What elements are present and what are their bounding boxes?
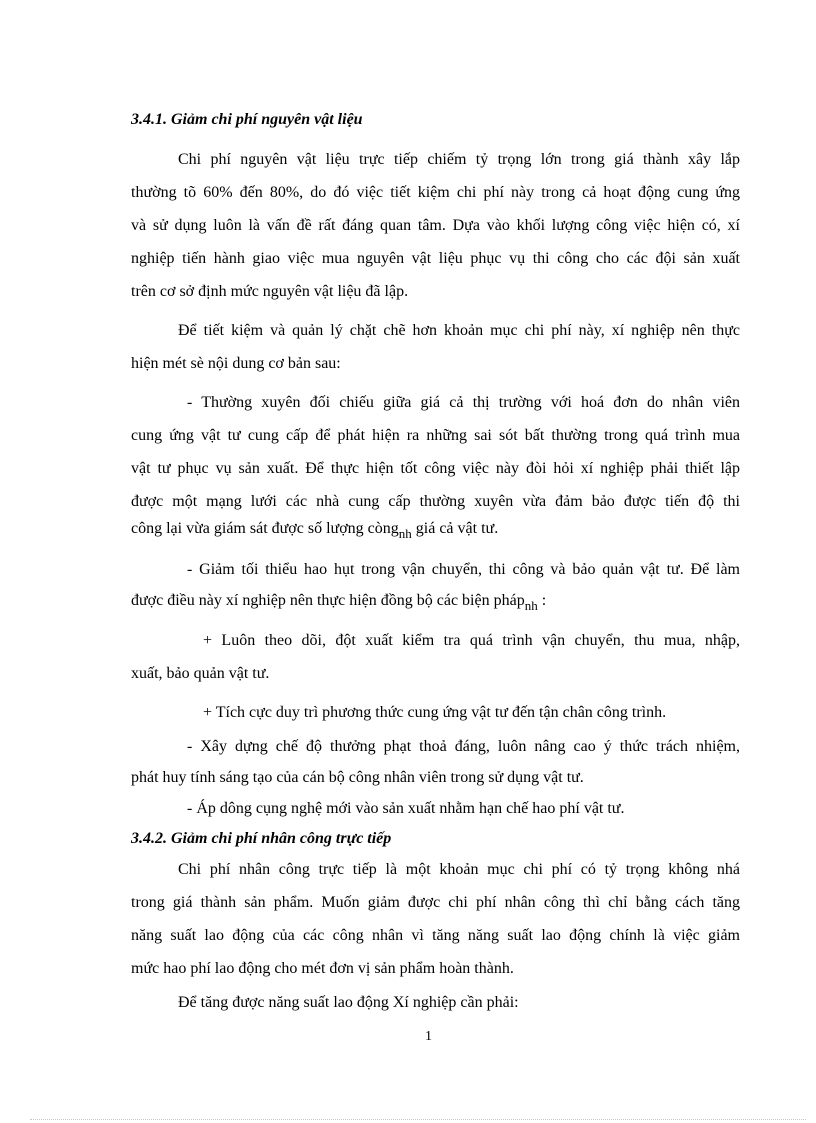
body-line: + Luôn theo dõi, đột xuất kiểm tra quá trình vận chuyển, thu mua, nhập, — [203, 632, 740, 649]
body-line: được một mạng lưới các nhà cung cấp thường xuyên vừa đảm bảo được tiến độ thi — [131, 493, 740, 510]
body-line: mức hao phí lao động cho mét đơn vị sản phẩm hoàn thành. — [131, 960, 514, 977]
body-text: được điều này xí nghiệp nên thực hiện đồng bộ các biện pháp — [131, 592, 525, 609]
body-line: hiện mét sè nội dung cơ bản sau: — [131, 355, 341, 372]
body-line: và sử dụng luôn là vấn đề rất đáng quan tâm. Dựa vào khối lượng công việc hiện có, xí — [131, 217, 740, 234]
body-line — [131, 519, 498, 539]
body-text: công lại vừa giám sát được số lượng còng — [131, 520, 399, 537]
subscript-fragment: nh — [398, 526, 412, 541]
body-line: thường tõ 60% đến 80%, do đó việc tiết kiệm chi phí này trong cả hoạt động cung ứng — [131, 184, 740, 201]
body-line: - Xây dựng chế độ thưởng phạt thoả đáng, luôn nâng cao ý thức trách nhiệm, — [187, 738, 740, 755]
page-number: 1 — [425, 1029, 432, 1044]
body-line: - Áp dông cụng nghệ mới vào sản xuất nhằm hạn chế hao phí vật tư. — [187, 800, 625, 817]
body-line: Để tiết kiệm và quản lý chặt chẽ hơn khoản mục chi phí này, xí nghiệp nên thực — [178, 322, 740, 339]
section-341-heading: 3.4.1. Giảm chi phí nguyên vật liệu — [131, 111, 363, 128]
body-line: trên cơ sở định mức nguyên vật liệu đã lập. — [131, 283, 409, 300]
body-line: + Tích cực duy trì phương thức cung ứng vật tư đến tận chân công trình. — [203, 704, 667, 721]
body-line: cung ứng vật tư cung cấp để phát hiện ra những sai sót bất thường trong quá trình mua — [131, 427, 740, 444]
body-line: năng suất lao động của các công nhân vì tăng năng suất lao động chính là việc giảm — [131, 927, 740, 944]
body-line: nghiệp tiến hành giao việc mua nguyên vật liệu phục vụ thi công cho các đội sản xuất — [131, 250, 740, 267]
body-line: xuất, bảo quản vật tư. — [131, 665, 270, 682]
body-line — [131, 591, 546, 611]
body-line: vật tư phục vụ sản xuất. Để thực hiện tốt công việc này đòi hỏi xí nghiệp phải thiết lập — [131, 460, 740, 477]
body-line: phát huy tính sáng tạo của cán bộ công nhân viên trong sử dụng vật tư. — [131, 769, 584, 786]
subscript-fragment: nh — [524, 598, 538, 613]
body-text: : — [537, 592, 547, 609]
body-text: giá cả vật tư. — [411, 520, 499, 537]
body-line: - Thường xuyên đối chiếu giữa giá cả thị trường với hoá đơn do nhân viên — [187, 394, 740, 411]
body-line: Chi phí nguyên vật liệu trực tiếp chiếm tỷ trọng lớn trong giá thành xây lắp — [178, 151, 740, 168]
body-line: Chi phí nhân công trực tiếp là một khoản mục chi phí có tỷ trọng không nhá — [178, 861, 740, 878]
section-342-heading: 3.4.2. Giảm chi phí nhân công trực tiếp — [131, 830, 392, 847]
body-line: - Giảm tối thiểu hao hụt trong vận chuyển, thi công và bảo quản vật tư. Để làm — [187, 561, 740, 578]
body-line: Để tăng được năng suất lao động Xí nghiệp cần phải: — [178, 994, 519, 1011]
body-line: trong giá thành sản phẩm. Muốn giảm được chi phí nhân công thì chỉ bằng cách tăng — [131, 894, 740, 911]
page-bottom-divider — [30, 1119, 806, 1120]
